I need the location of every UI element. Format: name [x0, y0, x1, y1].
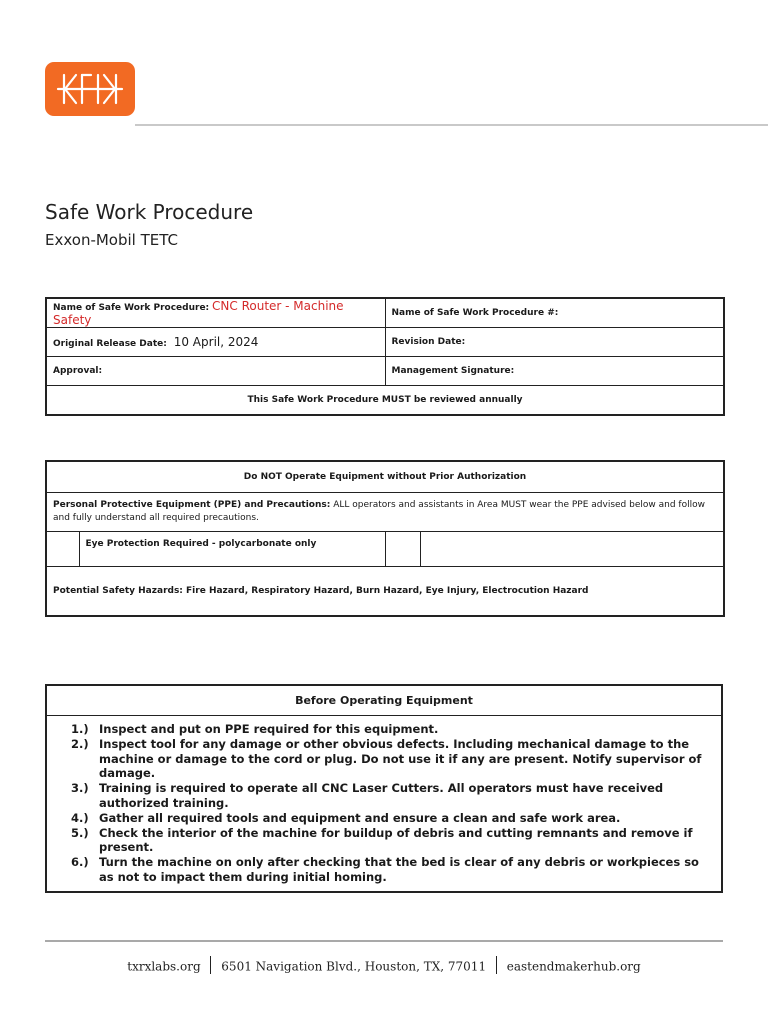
release-date-label: Original Release Date: [53, 339, 167, 349]
list-item [71, 825, 715, 856]
table-row [46, 328, 724, 357]
release-date-cell [46, 328, 385, 357]
step-text: Turn the machine on only after checking that the bed is clear of any debris or workpieces so as not to impact them during initial homing. [99, 855, 699, 884]
header-divider [135, 124, 768, 126]
procedure-name-value: CNC Router - Machine Safety [53, 299, 344, 327]
footer-link-txrxlabs[interactable]: txrxlabs.org [127, 959, 201, 974]
management-signature-label: Management Signature: [391, 366, 515, 376]
document-subtitle: Exxon-Mobil TETC [45, 231, 179, 249]
procedure-name-label: Name of Safe Work Procedure: [53, 303, 210, 313]
approval-cell [46, 357, 385, 386]
ppe-checkbox-cell [385, 532, 420, 567]
ppe-label: Personal Protective Equipment (PPE) and Precautions: [53, 500, 331, 510]
table-row [46, 567, 724, 617]
step-number: 4.) [71, 810, 89, 825]
list-item [71, 855, 715, 885]
list-item [71, 722, 715, 737]
release-date-value: 10 April, 2024 [173, 335, 259, 349]
procedure-number-label: Name of Safe Work Procedure #: [391, 308, 559, 318]
steps-list [47, 722, 715, 885]
step-number: 5.) [71, 825, 89, 840]
list-item [71, 736, 715, 781]
step-text: Training is required to operate all CNC Laser Cutters. All operators must have received authorized training. [99, 781, 664, 810]
revision-date-cell [385, 328, 724, 357]
approval-label: Approval: [53, 366, 103, 376]
steps-cell [46, 716, 722, 892]
txrx-labs-logo-icon [45, 62, 135, 116]
step-text: Gather all required tools and equipment and ensure a clean and safe work area. [99, 810, 621, 825]
safety-hazards: Potential Safety Hazards: Fire Hazard, Respiratory Hazard, Burn Hazard, Eye Injury, Electrocution Hazard [46, 567, 724, 617]
footer-divider [45, 940, 723, 942]
footer [0, 958, 768, 976]
step-number: 3.) [71, 781, 89, 796]
step-text: Check the interior of the machine for buildup of debris and cutting remnants and remove if present. [99, 825, 693, 855]
ppe-item: Eye Protection Required - polycarbonate only [79, 532, 385, 567]
table-row [46, 357, 724, 386]
step-number: 6.) [71, 855, 89, 870]
ppe-text: ALL operators and assistants in Area MUST wear the PPE advised below and follow and fully understand all required precautions. [53, 500, 705, 523]
table-row [46, 493, 724, 532]
authorization-table [45, 460, 725, 617]
list-item [71, 810, 715, 826]
footer-address: 6501 Navigation Blvd., Houston, TX, 77011 [221, 959, 487, 974]
ppe-cell [46, 493, 724, 532]
before-operating-heading: Before Operating Equipment [46, 685, 722, 716]
signature-cell [385, 357, 724, 386]
ppe-checkbox-cell [46, 532, 79, 567]
before-operating-table [45, 684, 723, 893]
footer-separator [496, 956, 497, 974]
step-number: 2.) [71, 736, 89, 751]
review-notice: This Safe Work Procedure MUST be reviewed annually [46, 386, 724, 416]
footer-link-eastendmakerhub[interactable]: eastendmakerhub.org [506, 959, 641, 974]
step-number: 1.) [71, 722, 89, 736]
procedure-name-cell [46, 298, 385, 328]
ppe-empty-cell [420, 532, 724, 567]
logo-mark-icon [45, 62, 135, 116]
list-item [71, 781, 715, 811]
step-text: Inspect tool for any damage or other obvious defects. Including mechanical damage to the machine or damage to the cord or plug. Do not use it if any are present. Notify supervisor of damage. [99, 736, 702, 781]
table-row [46, 716, 722, 892]
table-row [46, 298, 724, 328]
procedure-number-cell [385, 298, 724, 328]
step-text: Inspect and put on PPE required for this equipment. [99, 722, 439, 736]
revision-date-label: Revision Date: [391, 337, 466, 347]
table-row [46, 532, 724, 567]
table-row [46, 386, 724, 416]
procedure-info-table [45, 297, 725, 416]
table-row [46, 685, 722, 716]
document-title: Safe Work Procedure [45, 200, 254, 224]
authorization-heading: Do NOT Operate Equipment without Prior Authorization [46, 461, 724, 493]
table-row [46, 461, 724, 493]
footer-separator [210, 956, 211, 974]
